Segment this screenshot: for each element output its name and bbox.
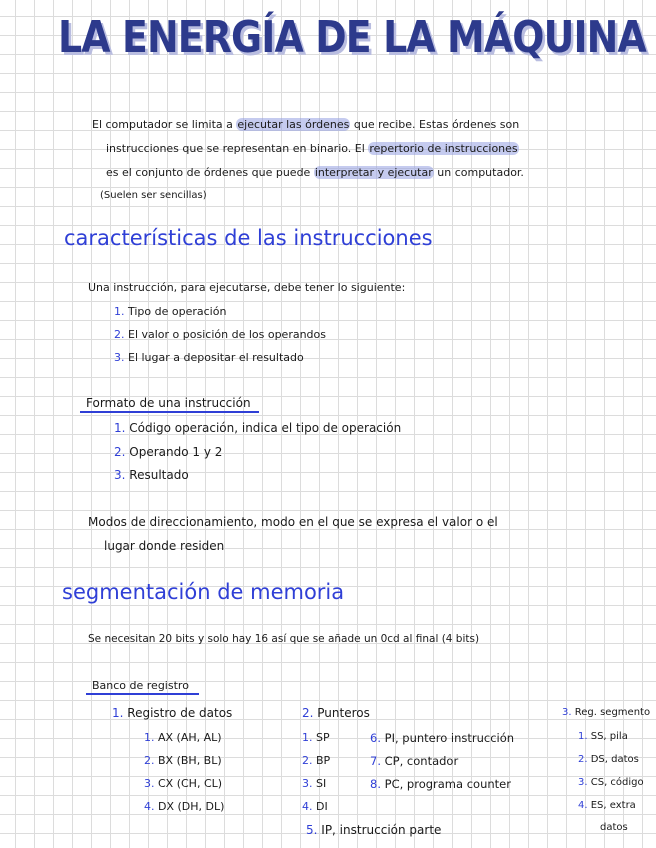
list-text: IP, instrucción parte [321,823,442,837]
register-item [370,731,514,745]
highlight: ejecutar las órdenes [237,118,350,131]
list-number: 3. [144,777,155,790]
list-text: Operando 1 y 2 [129,445,223,459]
register-item [302,777,326,790]
list-number: 2. [114,445,126,459]
list-item [114,305,226,318]
list-number: 2. [578,754,588,765]
list-number: 1. [578,731,588,742]
list-text: Código operación, indica el tipo de operación [129,421,402,435]
list-item [114,468,189,482]
register-item [578,800,636,811]
list-text: BX (BH, BL) [158,754,222,767]
page-title: LA ENERGÍA DE LA MÁQUINA [58,12,646,63]
register-item [144,754,222,767]
intro-line-2 [106,137,519,161]
intro-text: es el conjunto de órdenes que puede [106,166,311,179]
intro-text: instrucciones que se representan en binario. El [106,142,365,155]
register-item [370,754,458,768]
list-item [114,445,222,459]
list-text: DI [316,800,328,813]
list-number: 2. [302,754,313,767]
bank-heading: Banco de registro [86,679,199,695]
list-text: Punteros [317,706,370,720]
memory-line: Se necesitan 20 bits y solo hay 16 así que se añade un 0cd al final (4 bits) [88,633,480,645]
register-item [370,777,511,791]
list-number: 3. [302,777,313,790]
list-number: 3. [114,468,126,482]
list-text: CP, contador [384,754,459,768]
list-text: Tipo de operación [128,305,227,318]
intro-line-3 [106,161,524,185]
list-number: 3. [578,777,588,788]
register-item [302,754,330,767]
highlight: interpretar y ejecutar [314,166,433,179]
register-item [578,731,628,742]
list-text: BP [316,754,331,767]
intro-line-4: (Suelen ser sencillas) [100,190,207,201]
list-text: SI [316,777,327,790]
list-text: SP [316,731,330,744]
register-item [306,823,441,837]
intro-text: que recibe. Estas órdenes son [353,118,520,131]
list-number: 1. [302,731,313,744]
list-number: 1. [114,421,126,435]
register-item [578,754,639,765]
list-item [114,328,326,341]
list-number: 4. [578,800,588,811]
list-number: 3. [114,351,125,364]
list-item [114,421,401,435]
column-title [302,706,370,720]
intro-line-1 [92,113,519,137]
register-item-continuation: datos [600,822,628,833]
modes-line-1: Modos de direccionamiento, modo en el que se expresa el valor o el [88,515,498,529]
list-text: SS, pila [590,731,628,742]
list-text: AX (AH, AL) [158,731,222,744]
modes-line-2: lugar donde residen [104,539,225,553]
list-text: Reg. segmento [574,707,651,718]
column-title [562,707,650,718]
list-number: 3. [562,707,572,718]
list-text: Registro de datos [127,706,233,720]
list-number: 2. [144,754,155,767]
section-heading-instructions: características de las instrucciones [64,226,433,250]
register-item [144,777,222,790]
list-text: El valor o posición de los operandos [128,328,327,341]
section-heading-memory: segmentación de memoria [62,580,345,604]
list-text: El lugar a depositar el resultado [128,351,304,364]
list-number: 5. [306,823,318,837]
list-number: 8. [370,777,381,791]
list-text: DS, datos [590,754,639,765]
list-text: PI, puntero instrucción [384,731,515,745]
list-number: 1. [144,731,155,744]
list-text: CS, código [590,777,644,788]
list-item [114,351,304,364]
list-number: 2. [114,328,125,341]
list-text: PC, programa counter [384,777,511,791]
list-number: 7. [370,754,381,768]
register-item [144,800,224,813]
list-text: Resultado [129,468,189,482]
instruction-lead: Una instrucción, para ejecutarse, debe tener lo siguiente: [88,281,406,294]
list-number: 4. [144,800,155,813]
register-item [144,731,222,744]
register-item [302,731,330,744]
column-title [112,706,232,720]
list-text: CX (CH, CL) [158,777,223,790]
intro-text: un computador. [437,166,524,179]
intro-text: El computador se limita a [92,118,233,131]
list-text: ES, extra [590,800,636,811]
list-text: DX (DH, DL) [158,800,225,813]
register-item [578,777,644,788]
list-number: 1. [114,305,125,318]
format-heading: Formato de una instrucción [80,396,259,413]
list-number: 4. [302,800,313,813]
list-number: 6. [370,731,381,745]
list-number: 1. [112,706,124,720]
highlight: repertorio de instrucciones [369,142,518,155]
list-number: 2. [302,706,314,720]
register-item [302,800,328,813]
